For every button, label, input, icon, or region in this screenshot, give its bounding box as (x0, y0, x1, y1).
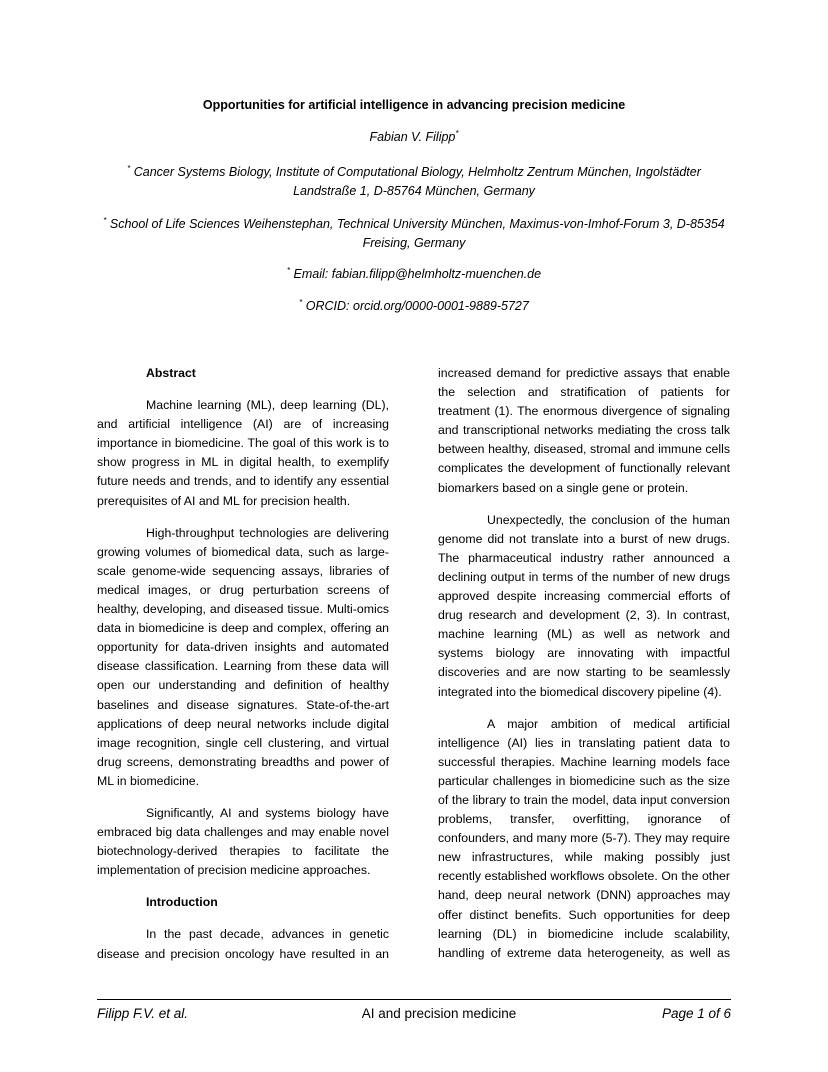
author-marker: * (455, 129, 459, 138)
introduction-paragraph-3: A major ambition of medical artificial intelligence (AI) lies in translating patient data to successful therapies. Machine learning models face particular challenges in biomedicine such as the size of the library to train the model, data input conversion problems, transfer, overfitting, ignorance of confounders, and many more (5-7). They may require new infrastructures, while making possibly just recently established workflows obsolete. On the other hand, deep neural network (DNN) approaches may offer distinct benefits. Such opportunities for deep learning (DL) in biomedicine include scalability, handling of extreme data heterogeneity, as well as (438, 716, 730, 960)
orcid-marker: * (299, 298, 303, 307)
orcid-text: ORCID: orcid.org/0000-0001-9889-5727 (305, 299, 529, 313)
affiliation-2-line2: Freising, Germany (362, 236, 466, 250)
affiliation-marker: * (103, 216, 107, 225)
footer-running-title: AI and precision medicine (361, 1006, 517, 1021)
affiliation-1-line1: Cancer Systems Biology, Institute of Computational Biology, Helmholtz Zentrum München, Ingolstädter (133, 165, 701, 179)
paper-title: Opportunities for artificial intelligence in advancing precision medicine (202, 98, 626, 112)
introduction-heading: Introduction (146, 895, 218, 910)
footer-rule (97, 999, 731, 1000)
affiliation-1-line2: Landstraße 1, D-85764 München, Germany (293, 184, 535, 198)
abstract-paragraph-1: Machine learning (ML), deep learning (DL), and artificial intelligence (AI) are of increasing importance in biomedicine. The goal of this work is to show progress in ML in digital health, to exemplify future needs and trends, and to identify any essential prerequisites of AI and ML for precision health. (97, 398, 389, 508)
abstract-paragraph-2: High-throughput technologies are delivering growing volumes of biomedical data, such as large-scale genome-wide sequencing assays, libraries of medical images, or drug perturbation screens of healthy, developing, and diseased tissue. Multi-omics data in biomedicine is deep and complex, offering an opportunity for data-driven insights and automated disease classification. Learning from these data will open our understanding and definition of healthy baselines and disease signatures. State-of-the-art applications of deep neural networks include digital image recognition, single cell clustering, and virtual drug screens, demonstrating breadths and power of ML in biomedicine. (97, 525, 389, 788)
email-line (0, 267, 828, 281)
author-line (0, 130, 828, 144)
introduction-paragraph-1-continued: increased demand for predictive assays that enable the selection and stratification of patients for treatment (1). The enormous divergence of signaling and transcriptional networks mediating the cross talk between healthy, diseased, stromal and immune cells complicates the development of functionally relevant biomarkers based on a single gene or protein. (438, 366, 730, 495)
footer-page-number: Page 1 of 6 (661, 1006, 731, 1021)
affiliation-1 (0, 163, 828, 201)
abstract-heading: Abstract (146, 366, 196, 380)
affiliation-2 (0, 215, 828, 253)
right-column (438, 364, 730, 976)
affiliation-2-line1: School of Life Sciences Weihenstephan, Technical University München, Maximus-von-Imhof-Forum 3, D-85354 (109, 217, 725, 231)
introduction-paragraph-2: Unexpectedly, the conclusion of the human genome did not translate into a burst of new drugs. The pharmaceutical industry rather announced a declining output in terms of the number of new drugs approved despite increasing commercial efforts of drug research and development (2, 3). In contrast, machine learning (ML) as well as network and systems biology are innovating with impactful discoveries and are now starting to be seamlessly integrated into the biomedical discovery pipeline (4). (438, 512, 730, 699)
email-marker: * (286, 266, 291, 275)
introduction-paragraph-1: In the past decade, advances in genetic disease and precision oncology have resulted in an (97, 927, 389, 961)
abstract-paragraph-3: Significantly, AI and systems biology have embraced big data challenges and may enable novel biotechnology-derived therapies to facilitate the implementation of precision medicine approaches. (97, 805, 389, 878)
affiliation-marker: * (127, 164, 131, 173)
orcid-line (0, 299, 828, 313)
left-column (97, 364, 389, 977)
footer-authors: Filipp F.V. et al. (97, 1006, 189, 1021)
email-text: Email: fabian.filipp@helmholtz-muenchen.de (293, 267, 542, 281)
author-name: Fabian V. Filipp (369, 130, 456, 144)
